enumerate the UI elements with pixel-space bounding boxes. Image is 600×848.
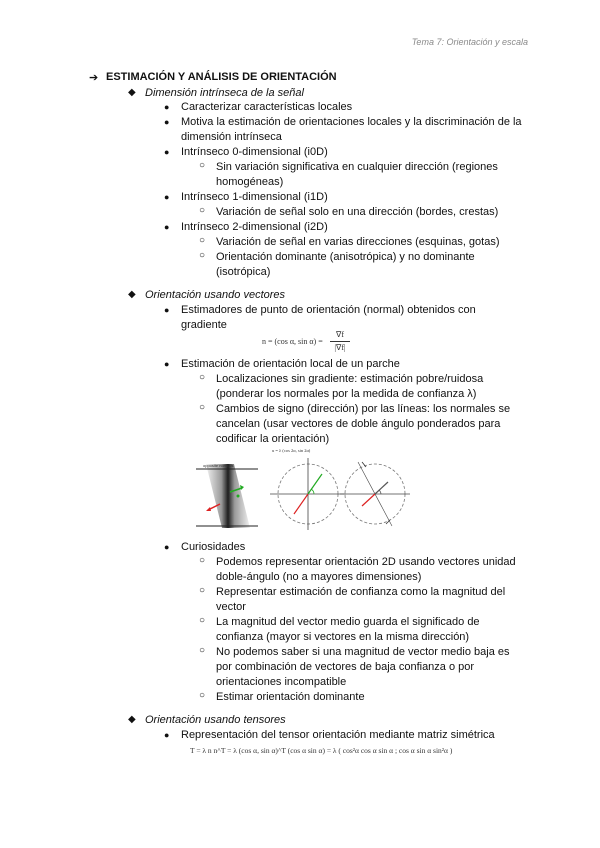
list-item: No podemos saber si una magnitud de vector medio baja es — [216, 646, 510, 658]
circle-bullet-icon: ○ — [199, 645, 206, 656]
subsection-title: Orientación usando vectores — [145, 289, 286, 301]
circle-bullet-icon: ○ — [199, 402, 206, 413]
circle-bullet-icon: ○ — [199, 615, 206, 626]
list-item: Orientación dominante (anisotrópica) y no dominante — [216, 251, 475, 263]
circle-bullet-icon: ○ — [199, 235, 206, 246]
circle-bullet-icon: ○ — [199, 372, 206, 383]
list-item-cont: por combinación de vectores de baja confianza o por — [216, 661, 475, 673]
list-item-cont: orientaciones incompatible — [216, 676, 347, 688]
list-item: Estimadores de punto de orientación (normal) obtenidos con — [181, 304, 476, 316]
edge-patch-panel — [196, 463, 258, 528]
bullet-icon: ● — [164, 305, 170, 315]
list-item: Intrínseco 2-dimensional (i2D) — [181, 221, 328, 233]
formula-numerator: ∇f — [335, 330, 344, 339]
formula-normal: n = (cos α, sin α) = — [262, 337, 323, 346]
bullet-icon: ● — [164, 359, 170, 369]
unit-circle-panel — [270, 448, 346, 530]
bullet-icon: ● — [164, 147, 170, 157]
list-item-cont: cancelan (usar vectores de doble ángulo ponderados para — [216, 418, 501, 430]
list-item: Curiosidades — [181, 541, 246, 553]
list-item: Estimación de orientación local de un parche — [181, 358, 400, 370]
orientation-figure — [190, 444, 415, 534]
circle-bullet-icon: ○ — [199, 250, 206, 261]
list-item: Podemos representar orientación 2D usando vectores unidad — [216, 556, 516, 568]
list-item-cont: (ponderar los normales por la medida de confianza λ) — [216, 388, 477, 400]
list-item: Intrínseco 1-dimensional (i1D) — [181, 191, 328, 203]
opposite-normals-label: opposite normals — [203, 463, 234, 468]
page-header: Tema 7: Orientación y escala — [411, 37, 528, 47]
list-item-cont: codificar la orientación) — [216, 433, 330, 445]
list-item: Caracterizar características locales — [181, 101, 353, 113]
diamond-bullet-icon: ◆ — [128, 87, 136, 98]
list-item: Cambios de signo (dirección) por las líneas: los normales se — [216, 403, 511, 415]
list-item: Motiva la estimación de orientaciones locales y la discriminación de la — [181, 116, 522, 128]
list-item: Localizaciones sin gradiente: estimación pobre/ruidosa — [216, 373, 484, 385]
list-item-cont: vector — [216, 601, 246, 613]
bullet-icon: ● — [164, 730, 170, 740]
arrow-right-icon: ➔ — [89, 72, 99, 84]
subsection-title: Dimensión intrínseca de la señal — [145, 87, 304, 99]
diamond-bullet-icon: ◆ — [128, 714, 136, 725]
list-item: Intrínseco 0-dimensional (i0D) — [181, 146, 328, 158]
list-item-cont: confianza (mayor si vectores en la misma dirección) — [216, 631, 470, 643]
orientation-figure-svg — [190, 444, 415, 534]
fraction-bar — [330, 341, 350, 342]
circle-bullet-icon: ○ — [199, 205, 206, 216]
double-angle-label: u = λ (cos 2α, sin 2α) — [272, 448, 311, 453]
list-item: Estimar orientación dominante — [216, 691, 365, 703]
section-title: ESTIMACIÓN Y ANÁLISIS DE ORIENTACIÓN — [106, 71, 337, 83]
bullet-icon: ● — [164, 117, 170, 127]
bullet-icon: ● — [164, 192, 170, 202]
list-item: Variación de señal en varias direcciones (esquinas, gotas) — [216, 236, 500, 248]
list-item: Representar estimación de confianza como la magnitud del — [216, 586, 506, 598]
bullet-icon: ● — [164, 542, 170, 552]
list-item-cont: doble-ángulo (no a mayores dimensiones) — [216, 571, 422, 583]
bullet-icon: ● — [164, 222, 170, 232]
list-item: Variación de señal solo en una dirección (bordes, crestas) — [216, 206, 499, 218]
formula-tensor: T = λ n n^T = λ (cos α, sin α)^T (cos α sin α) = λ ( cos²α cos α sin α ; cos α sin α sin²α ) — [190, 746, 453, 755]
circle-bullet-icon: ○ — [199, 160, 206, 171]
bullet-icon: ● — [164, 102, 170, 112]
diamond-bullet-icon: ◆ — [128, 289, 136, 300]
list-item-cont: homogéneas) — [216, 176, 284, 188]
list-item: La magnitud del vector medio guarda el significado de — [216, 616, 480, 628]
list-item: Sin variación significativa en cualquier dirección (regiones — [216, 161, 498, 173]
circle-bullet-icon: ○ — [199, 690, 206, 701]
list-item-cont: dimensión intrínseca — [181, 131, 282, 143]
list-item-cont: gradiente — [181, 319, 227, 331]
double-angle-panel — [340, 462, 410, 526]
formula-denominator: |∇f| — [334, 343, 346, 352]
subsection-title: Orientación usando tensores — [145, 714, 286, 726]
circle-bullet-icon: ○ — [199, 585, 206, 596]
list-item: Representación del tensor orientación mediante matriz simétrica — [181, 729, 495, 741]
list-item-cont: (isotrópica) — [216, 266, 271, 278]
circle-bullet-icon: ○ — [199, 555, 206, 566]
